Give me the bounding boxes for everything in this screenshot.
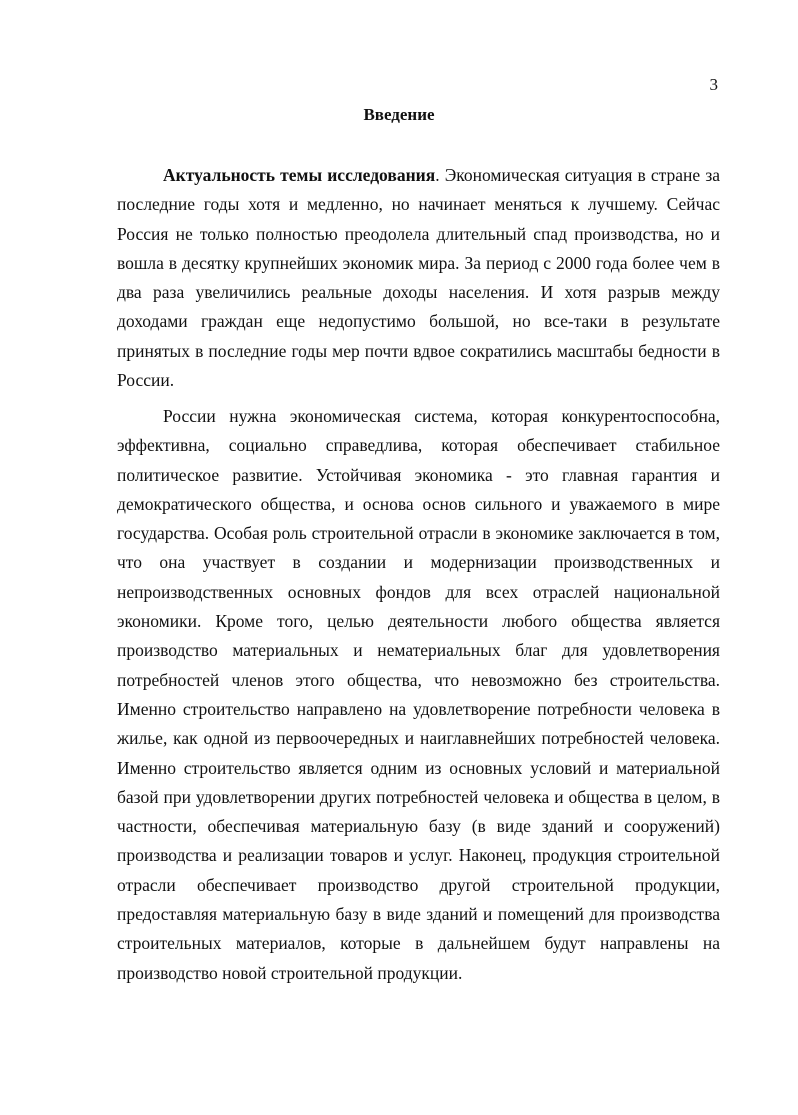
paragraph-text: . Экономическая ситуация в стране за последние годы хотя и медленно, но начинает меняться к лучшему. Сейчас Россия не только полностью преодолела длительный спад производства, но и вошла в десятку крупнейших экономик мира. За период с 2000 года более чем в два раза увеличились реальные доходы населения. И хотя разрыв между доходами граждан еще недопустимо большой, но все-таки в результате принятых в последние годы мер почти вдвое сократились масштабы бедности в России.: [117, 165, 720, 391]
paragraph-text: России нужна экономическая система, которая конкурентоспособна, эффективна, социально справедлива, которая обеспечивает стабильное политическое развитие. Устойчивая экономика - это главная гарантия и демократического общества, и основа основ сильного и уважаемого в мире государства. Особая роль строительной отрасли в экономике заключается в том, что она участвует в создании и модернизации производственных и непроизводственных основных фондов для всех отраслей национальной экономики. Кроме того, целью деятельности любого общества является производство материальных и нематериальных благ для удовлетворения потребностей членов этого общества, что невозможно без строительства. Именно строительство направлено на удовлетворение потребности человека в жилье, как одной из первоочередных и наиглавнейших потребностей человека. Именно строительство является одним из основных условий и материальной базой при удовлетворении других потребностей человека и общества в целом, в частности, обеспечивая материальную базу (в виде зданий и сооружений) производства и реализации товаров и услуг. Наконец, продукция строительной отрасли обеспечивает производство другой строительной продукции, предоставляя материальную базу в виде зданий и помещений для производства строительных материалов, которые в дальнейшем будут направлены на производство новой строительной продукции.: [117, 406, 720, 983]
paragraph-economy: [117, 402, 720, 988]
paragraph-lead: Актуальность темы исследования: [163, 165, 436, 185]
section-heading: Введение: [363, 105, 435, 124]
paragraph-relevance: [117, 161, 720, 395]
page-number: 3: [709, 75, 718, 94]
